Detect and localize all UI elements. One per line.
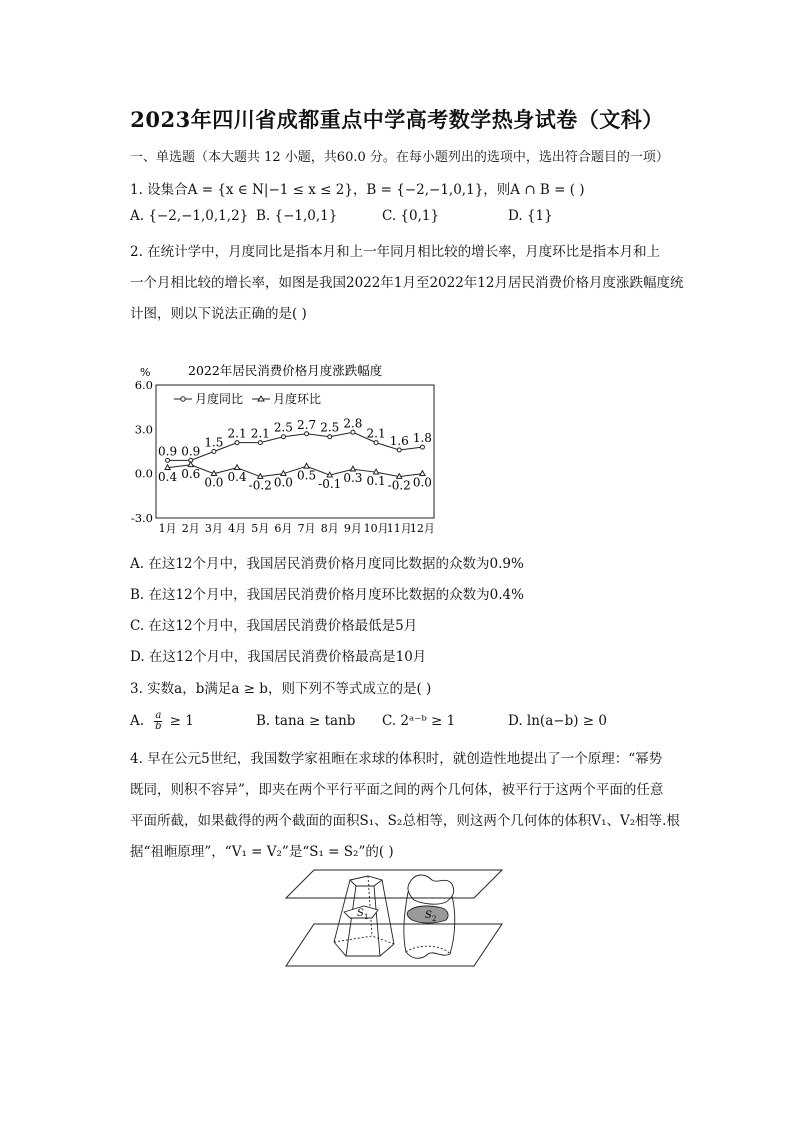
- data-label: 0.0: [412, 475, 432, 490]
- legend-label: 月度环比: [273, 392, 322, 406]
- series-1-point: [328, 435, 332, 439]
- zugeng-principle-diagram: [282, 862, 514, 970]
- data-label: -0.2: [248, 478, 272, 493]
- data-label: -0.2: [387, 478, 411, 493]
- series-1-point: [305, 432, 309, 436]
- section-header: 一、单选题（本大题共 12 小题，共60.0 分。在每小题列出的选项中，选出符合题目的一项）: [130, 150, 669, 165]
- series-1-point: [374, 441, 378, 445]
- data-label: 0.9: [158, 444, 178, 459]
- x-tick-label: 1月: [158, 522, 177, 535]
- series-1-point: [420, 445, 424, 449]
- data-label: 0.0: [204, 475, 224, 490]
- q2-stem-line-2: 一个月相比较的增长率，如图是我国2022年1月至2022年12月居民消费价格月度涨跌幅度统: [130, 275, 684, 291]
- data-label: 1.6: [389, 434, 409, 449]
- x-tick-label: 7月: [297, 522, 316, 535]
- section-label-s2: S: [425, 910, 432, 921]
- q1-option-c: C. {0,1}: [382, 208, 440, 224]
- legend-label: 月度同比: [195, 392, 244, 406]
- chart-x-ticks: [159, 522, 435, 535]
- data-label: 0.1: [366, 474, 386, 489]
- x-tick-label: 4月: [228, 522, 247, 535]
- upper-plane: [286, 870, 502, 898]
- q3-option-a-rest: ≥ 1: [169, 713, 194, 729]
- y-tick-label: 0.0: [134, 466, 153, 481]
- data-label: 1.5: [204, 435, 224, 450]
- q1-option-d: D. {1}: [508, 208, 553, 224]
- data-label: 0.9: [181, 444, 201, 459]
- x-tick-label: 2月: [181, 522, 200, 535]
- q3-option-a: [130, 711, 194, 732]
- q2-stem-line-1: 2. 在统计学中，月度同比是指本月和上一年同月相比较的增长率，月度环比是指本月和上: [130, 244, 661, 260]
- series-1-point: [281, 435, 285, 439]
- x-tick-label: 5月: [251, 522, 270, 535]
- data-label: 0.4: [158, 469, 178, 484]
- q3-fraction-denominator: b: [155, 721, 162, 732]
- x-tick-label: 9月: [343, 522, 362, 535]
- data-label: 0.0: [273, 475, 293, 490]
- chart-legend: [174, 391, 321, 406]
- data-label: 1.8: [412, 431, 432, 446]
- q3-option-d: D. ln(a−b) ≥ 0: [508, 713, 607, 729]
- cpi-line-chart: [128, 360, 458, 540]
- series-1-point: [212, 450, 216, 454]
- data-label: 2.5: [273, 420, 293, 435]
- y-tick-label: 6.0: [134, 378, 153, 392]
- q2-option-a: A. 在这12个月中，我国居民消费价格月度同比数据的众数为0.9%: [130, 556, 524, 572]
- series-1-point: [166, 458, 170, 462]
- legend-marker: [181, 397, 185, 401]
- q4-stem-line-1: 4. 早在公元5世纪，我国数学家祖暅在求球的体积时，就创造性地提出了一个原理：“幂势: [130, 751, 663, 767]
- x-tick-label: 12月: [409, 522, 435, 535]
- section-label-s2-subscript: 2: [432, 915, 437, 923]
- data-label: 2.5: [320, 420, 340, 435]
- data-label: 2.8: [343, 416, 363, 431]
- series-1-point: [351, 430, 355, 434]
- lower-plane: [286, 924, 502, 966]
- q4-stem-line-4: 据“祖暅原理”，“V₁ = V₂”是“S₁ = S₂”的( ): [130, 844, 394, 860]
- section-label-s1-subscript: 1: [364, 913, 369, 921]
- data-label: 2.1: [227, 426, 247, 441]
- q2-option-b: B. 在这12个月中，我国居民消费价格月度环比数据的众数为0.4%: [130, 587, 524, 603]
- q1-stem: 1. 设集合A = {x ∈ N|−1 ≤ x ≤ 2}，B = {−2,−1,0,1}，则A ∩ B = ( ): [130, 182, 585, 198]
- data-label: 2.1: [366, 426, 386, 441]
- data-label: 0.5: [297, 468, 317, 483]
- section-label-s1: S: [357, 908, 364, 919]
- exam-title: 2023年四川省成都重点中学高考数学热身试卷（文科）: [130, 107, 664, 132]
- q3-stem: 3. 实数a，b满足a ≥ b，则下列不等式成立的是( ): [130, 681, 432, 697]
- data-label: 2.7: [297, 417, 317, 432]
- data-label: 0.4: [227, 469, 247, 484]
- q4-stem-line-3: 平面所截，如果截得的两个截面的面积S₁、S₂总相等，则这两个几何体的体积V₁、V₂相等.根: [130, 813, 680, 829]
- x-tick-label: 10月: [363, 522, 389, 535]
- data-label: 2.1: [250, 426, 270, 441]
- q3-option-c: C. 2ᵃ⁻ᵇ ≥ 1: [382, 713, 456, 729]
- chart-y-ticks: [131, 378, 153, 525]
- x-tick-label: 8月: [320, 522, 339, 535]
- q2-stem-line-3: 计图，则以下说法正确的是( ): [130, 306, 307, 322]
- y-tick-label: -3.0: [130, 511, 153, 525]
- y-tick-label: 3.0: [134, 422, 153, 437]
- series-1-point: [235, 441, 239, 445]
- data-label: -0.1: [318, 477, 342, 492]
- q3-option-a-fraction: [154, 711, 162, 732]
- chart-series: [158, 416, 432, 492]
- x-tick-label: 6月: [274, 522, 293, 535]
- x-tick-label: 11月: [386, 522, 412, 535]
- q3-option-a-label: A.: [130, 713, 145, 729]
- q3-option-b: B. tana ≥ tanb: [256, 713, 356, 729]
- series-1-point: [258, 441, 262, 445]
- q4-stem-line-2: 既同，则积不容异”，即夹在两个平行平面之间的两个几何体，被平行于这两个平面的任意: [130, 782, 664, 798]
- data-label: 0.6: [181, 466, 201, 481]
- data-label: 0.3: [343, 471, 363, 486]
- q2-option-c: C. 在这12个月中，我国居民消费价格最低是5月: [130, 618, 418, 634]
- q1-option-b: B. {−1,0,1}: [256, 208, 338, 224]
- x-tick-label: 3月: [204, 522, 223, 535]
- q1-option-a: A. {−2,−1,0,1,2}: [130, 208, 249, 224]
- q2-option-d: D. 在这12个月中，我国居民消费价格最高是10月: [130, 649, 427, 665]
- chart-title: 2022年居民消费价格月度涨跌幅度: [188, 363, 383, 378]
- chart-y-unit: %: [140, 366, 151, 379]
- q3-fraction-numerator: a: [155, 710, 162, 721]
- series-1-point: [397, 448, 401, 452]
